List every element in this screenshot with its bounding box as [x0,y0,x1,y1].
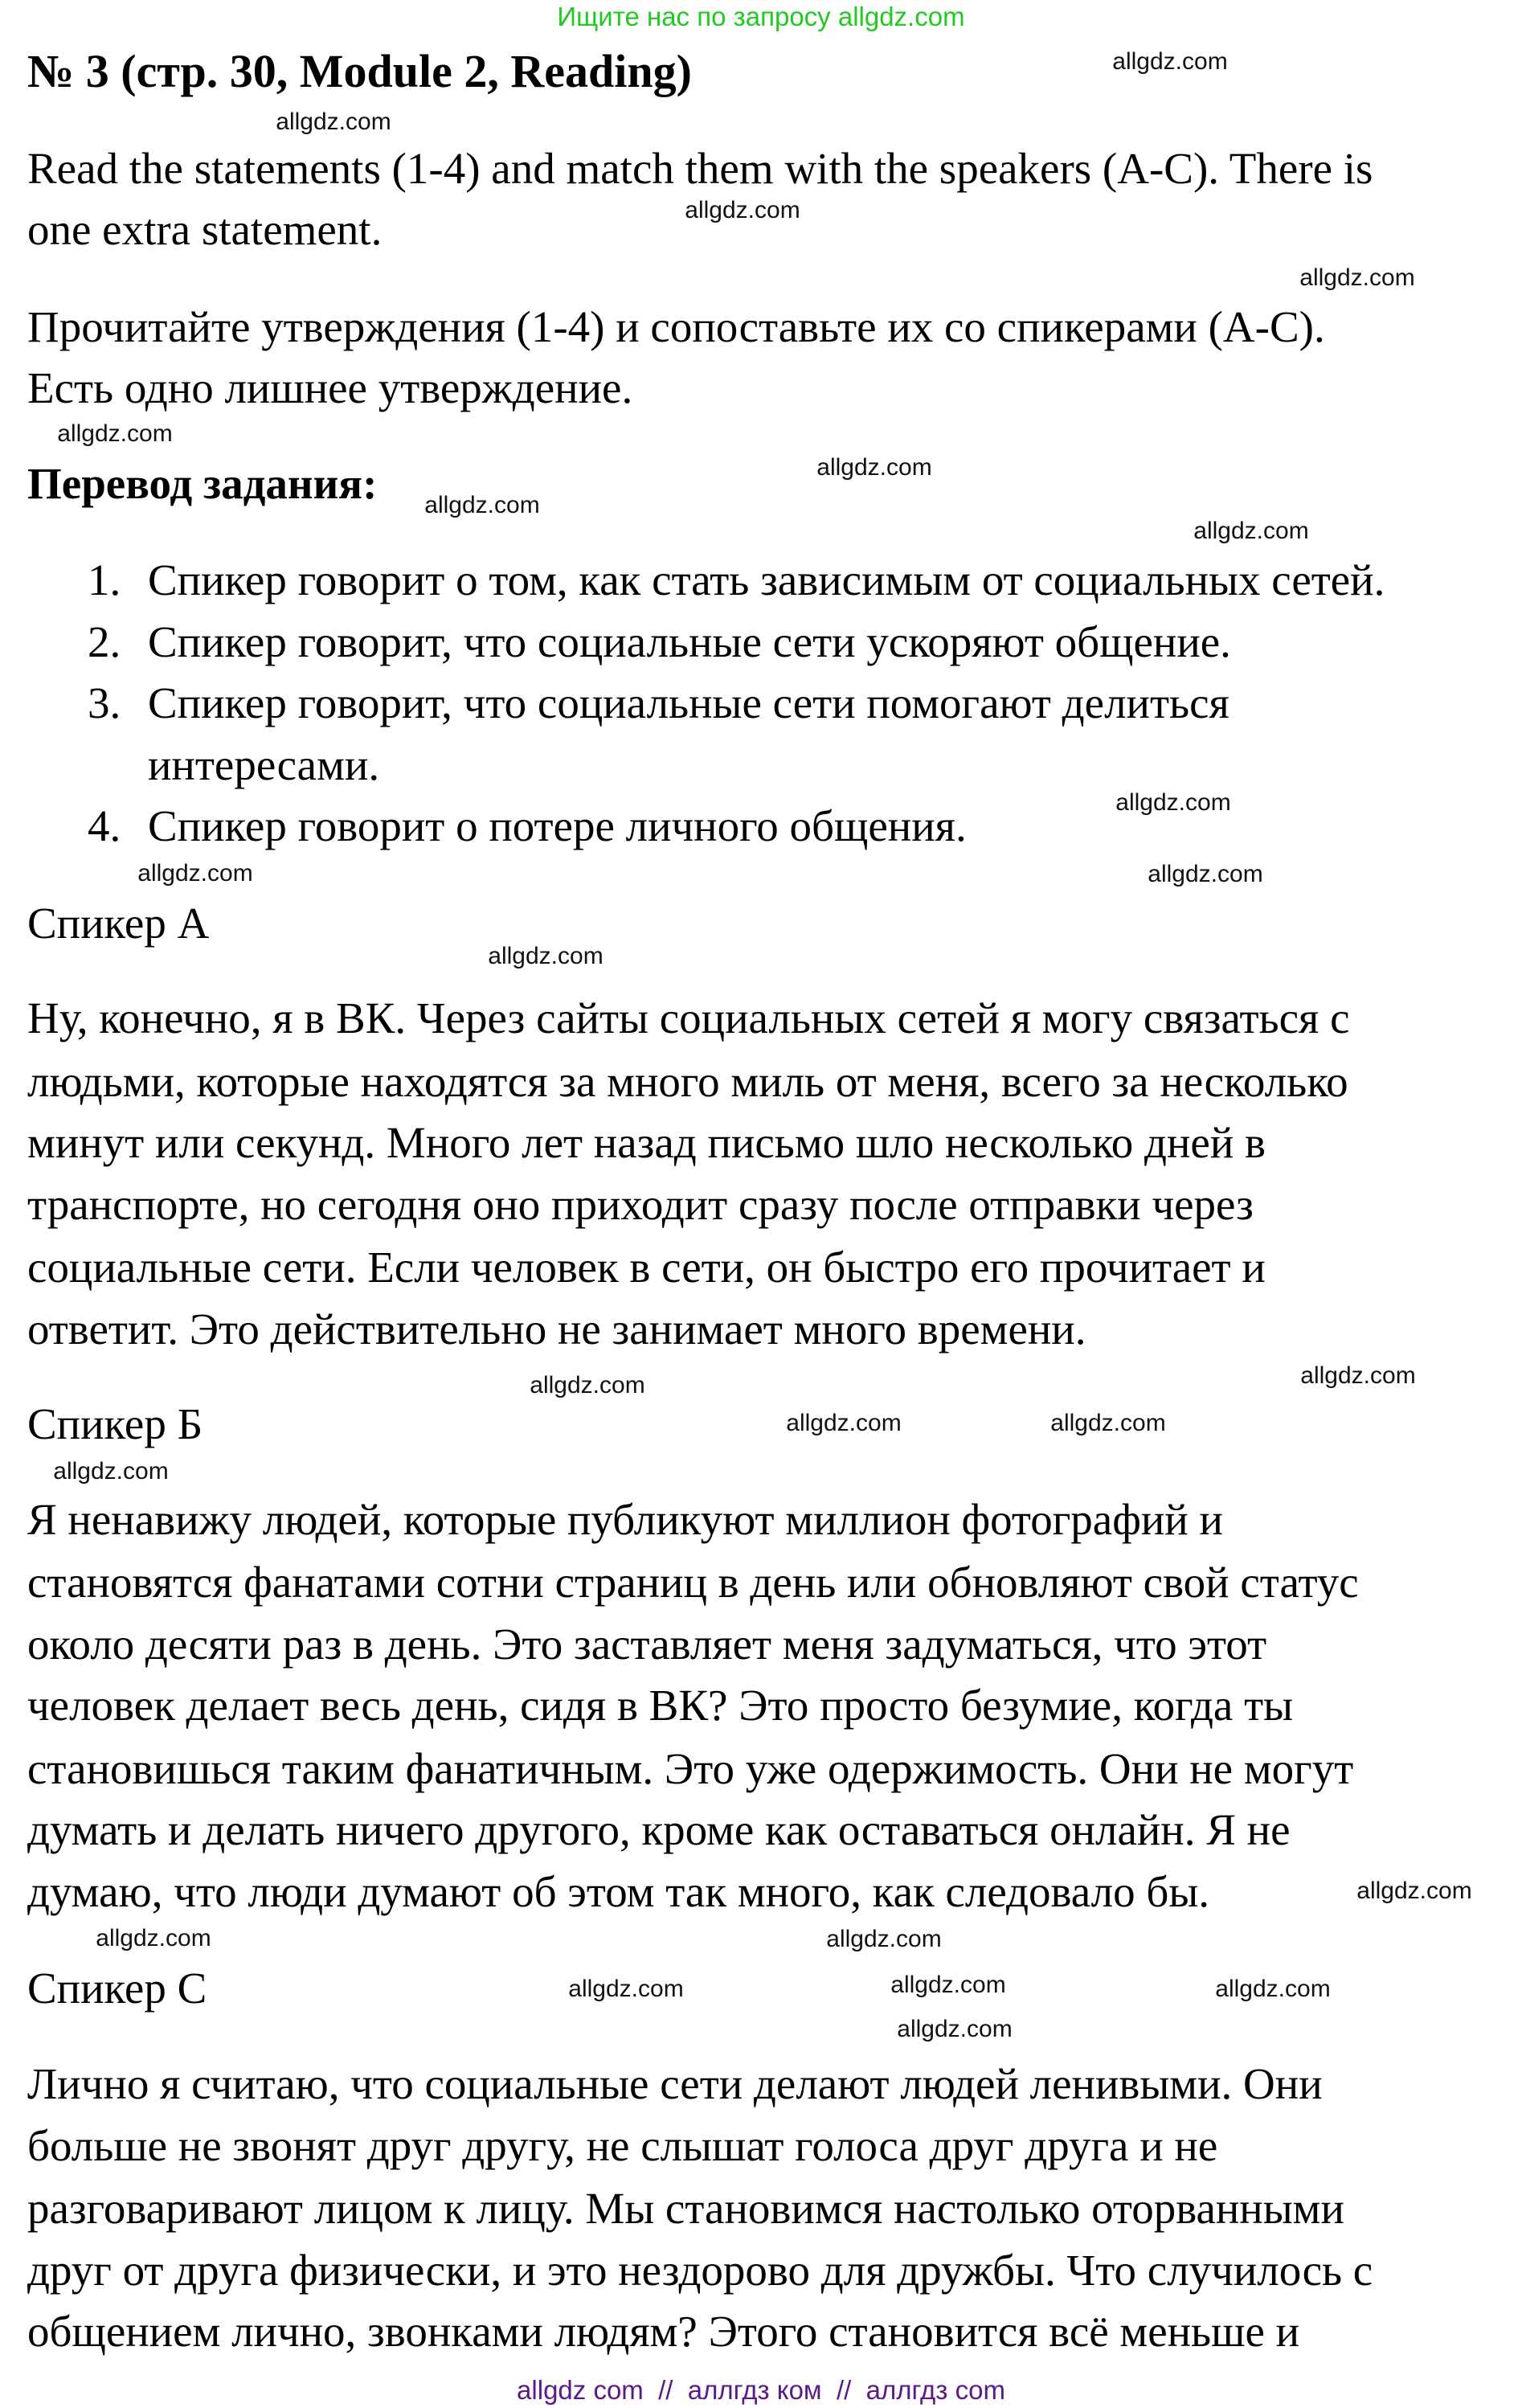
speaker-text-line: думать и делать ничего другого, кроме как оставаться онлайн. Я не [27,1805,1291,1854]
watermark-text: allgdz.com [826,1926,942,1952]
instruction-en-line: one extra statement. [27,205,383,254]
speaker-text-line: Лично я считаю, что социальные сети делают людей ленивыми. Они [27,2059,1323,2108]
speaker-text-line: минут или секунд. Много лет назад письмо шло несколько дней в [27,1118,1266,1167]
watermark-text: allgdz.com [816,454,932,481]
speaker-text-line: около десяти раз в день. Это заставляет меня задуматься, что этот [27,1620,1267,1669]
watermark-text: allgdz.com [897,2016,1013,2042]
watermark-text: allgdz.com [890,1972,1006,1998]
watermark-text: allgdz.com [57,420,173,447]
watermark-text: allgdz.com [276,109,391,135]
watermark-text: allgdz.com [488,943,603,969]
speaker-text-line: друг от друга физически, и это нездорово для дружбы. Что случилось с [27,2246,1373,2295]
speaker-heading: Спикер А [27,899,210,948]
watermark-text: allgdz.com [685,197,800,223]
footer-links[interactable]: allgdz com // аллгдз ком // аллгдз com [517,2375,1005,2405]
speaker-text-line: становишься таким фанатичным. Это уже одержимость. Они не могут [27,1744,1354,1793]
watermark-text: allgdz.com [1050,1410,1166,1436]
watermark-text: allgdz.com [1193,518,1309,544]
watermark-text: allgdz.com [137,860,253,887]
watermark-text: allgdz.com [1148,861,1263,887]
statement-number: 3. [88,678,121,727]
watermark-text: allgdz.com [786,1410,902,1436]
watermark-text: allgdz.com [96,1925,211,1951]
speaker-heading: Спикер Б [27,1399,203,1448]
watermark-text: allgdz.com [424,492,540,518]
speaker-text-line: социальные сети. Если человек в сети, он быстро его прочитает и [27,1243,1266,1292]
watermark-text: allgdz.com [1356,1878,1472,1904]
speaker-text-line: больше не звонят друг другу, не слышат голоса друг друга и не [27,2121,1218,2170]
speaker-text-line: становятся фанатами сотни страниц в день или обновляют свой статус [27,1558,1359,1607]
speaker-text-line: человек делает весь день, сидя в ВК? Это просто безумие, когда ты [27,1681,1294,1730]
watermark-text: allgdz.com [1299,264,1415,291]
search-banner[interactable]: Ищите нас по запросу allgdz.com [557,2,965,31]
watermark-text: allgdz.com [1300,1362,1416,1389]
speaker-text-line: Ну, конечно, я в ВК. Через сайты социальных сетей я могу связаться с [27,993,1350,1042]
instruction-ru-line: Прочитайте утверждения (1-4) и сопоставьте их со спикерами (A-C). [27,302,1325,351]
speaker-text-line: разговаривают лицом к лицу. Мы становимся настолько оторванными [27,2184,1344,2233]
speaker-text-line: транспорте, но сегодня оно приходит сразу после отправки через [27,1180,1254,1229]
speaker-text-line: ответит. Это действительно не занимает много времени. [27,1304,1086,1353]
statement-number: 4. [88,801,121,850]
instruction-en-line: Read the statements (1-4) and match them with the speakers (A-C). There is [27,144,1373,193]
watermark-text: allgdz.com [530,1372,645,1399]
page-title: № 3 (стр. 30, Module 2, Reading) [27,45,692,97]
instruction-ru-line: Есть одно лишнее утверждение. [27,363,633,412]
watermark-text: allgdz.com [1115,789,1231,816]
speaker-text-line: людьми, которые находятся за много миль от меня, всего за несколько [27,1057,1348,1106]
statement-text: Спикер говорит о том, как стать зависимым от социальных сетей. [148,555,1385,604]
statement-number: 1. [88,555,121,604]
speaker-text-line: думаю, что люди думают об этом так много, как следовало бы. [27,1867,1210,1916]
statement-text: Спикер говорит о потере личного общения. [148,801,967,850]
translation-heading: Перевод задания: [27,459,378,508]
watermark-text: allgdz.com [1112,48,1228,75]
statement-text: Спикер говорит, что социальные сети ускоряют общение. [148,617,1231,666]
speaker-heading: Спикер С [27,1964,207,2013]
watermark-text: allgdz.com [53,1458,169,1485]
speaker-text-line: общением лично, звонками людям? Этого становится всё меньше и [27,2307,1300,2356]
watermark-text: allgdz.com [568,1976,684,2002]
statement-number: 2. [88,617,121,666]
watermark-text: allgdz.com [1215,1976,1331,2002]
statement-text: Спикер говорит, что социальные сети помогают делиться [148,678,1229,727]
statement-text: интересами. [148,740,380,789]
speaker-text-line: Я ненавижу людей, которые публикуют миллион фотографий и [27,1495,1223,1544]
